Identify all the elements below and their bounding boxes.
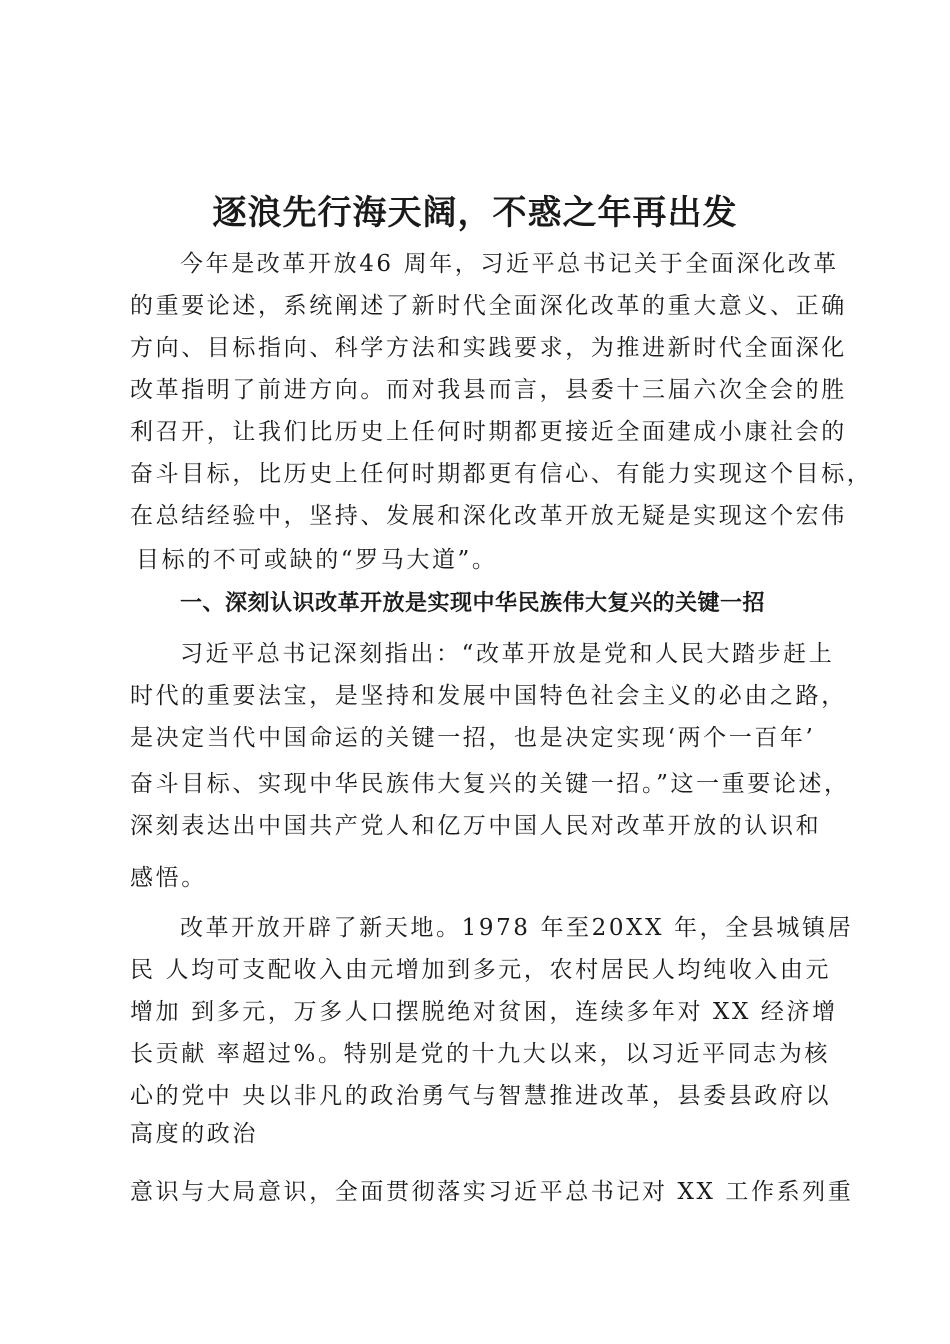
paragraph-1-line: 方向、目标指向、科学方法和实践要求，为推进新时代全面深化 (130, 335, 847, 361)
paragraph-2-line: 是决定当代中国命运的关键一招，也是决定实现‘两个一百年’ (130, 725, 816, 751)
paragraph-3-line: 高度的政治 (130, 1121, 258, 1147)
paragraph-1-line: 改革指明了前进方向。而对我县而言，县委十三届六次全会的胜 (130, 377, 847, 403)
section-heading-1: 一、深刻认识改革开放是实现中华民族伟大复兴的关键一招 (180, 591, 766, 616)
paragraph-2-line: 奋斗目标、实现中华民族伟大复兴的关键一招。”这一重要论述， (130, 771, 850, 797)
paragraph-2-line: 深刻表达出中国共产党人和亿万中国人民对改革开放的认识和 (130, 813, 822, 839)
paragraph-1-line: 在总结经验中，坚持、发展和深化改革开放无疑是实现这个宏伟 (130, 503, 847, 529)
paragraph-3-line: 改革开放开辟了新天地。1978 年至20XX 年，全县城镇居 (180, 915, 854, 941)
paragraph-1-line: 奋斗目标，比历史上任何时期都更有信心、有能力实现这个目标， (130, 461, 873, 487)
paragraph-3-line: 民 人均可支配收入由元增加到多元，农村居民人均纯收入由元 (130, 957, 832, 983)
paragraph-1-line: 今年是改革开放46 周年，习近平总书记关于全面深化改革 (180, 251, 839, 277)
paragraph-1-line: 利召开，让我们比历史上任何时期都更接近全面建成小康社会的 (130, 419, 847, 445)
paragraph-3-line: 增加 到多元，万多人口摆脱绝对贫困，连续多年对 XX 经济增 (130, 999, 838, 1025)
paragraph-3-line: 心的党中 央以非凡的政治勇气与智慧推进改革，县委县政府以 (130, 1083, 832, 1109)
paragraph-2-line: 感悟。 (130, 865, 207, 891)
paragraph-1-line: 的重要论述，系统阐述了新时代全面深化改革的重大意义、正确 (130, 293, 847, 319)
paragraph-3-line: 长贡献 率超过%。特别是党的十九大以来，以习近平同志为核 (130, 1041, 830, 1067)
document-title: 逐浪先行海天阔，不惑之年再出发 (212, 193, 738, 233)
paragraph-3-line: 意识与大局意识，全面贯彻落实习近平总书记对 XX 工作系列重 (130, 1179, 854, 1205)
paragraph-2-line: 时代的重要法宝，是坚持和发展中国特色社会主义的必由之路， (130, 683, 847, 709)
paragraph-1-line: 目标的不可或缺的“罗马大道”。 (136, 547, 498, 573)
paragraph-2-line: 习近平总书记深刻指出：“改革开放是党和人民大踏步赶上 (180, 641, 835, 667)
